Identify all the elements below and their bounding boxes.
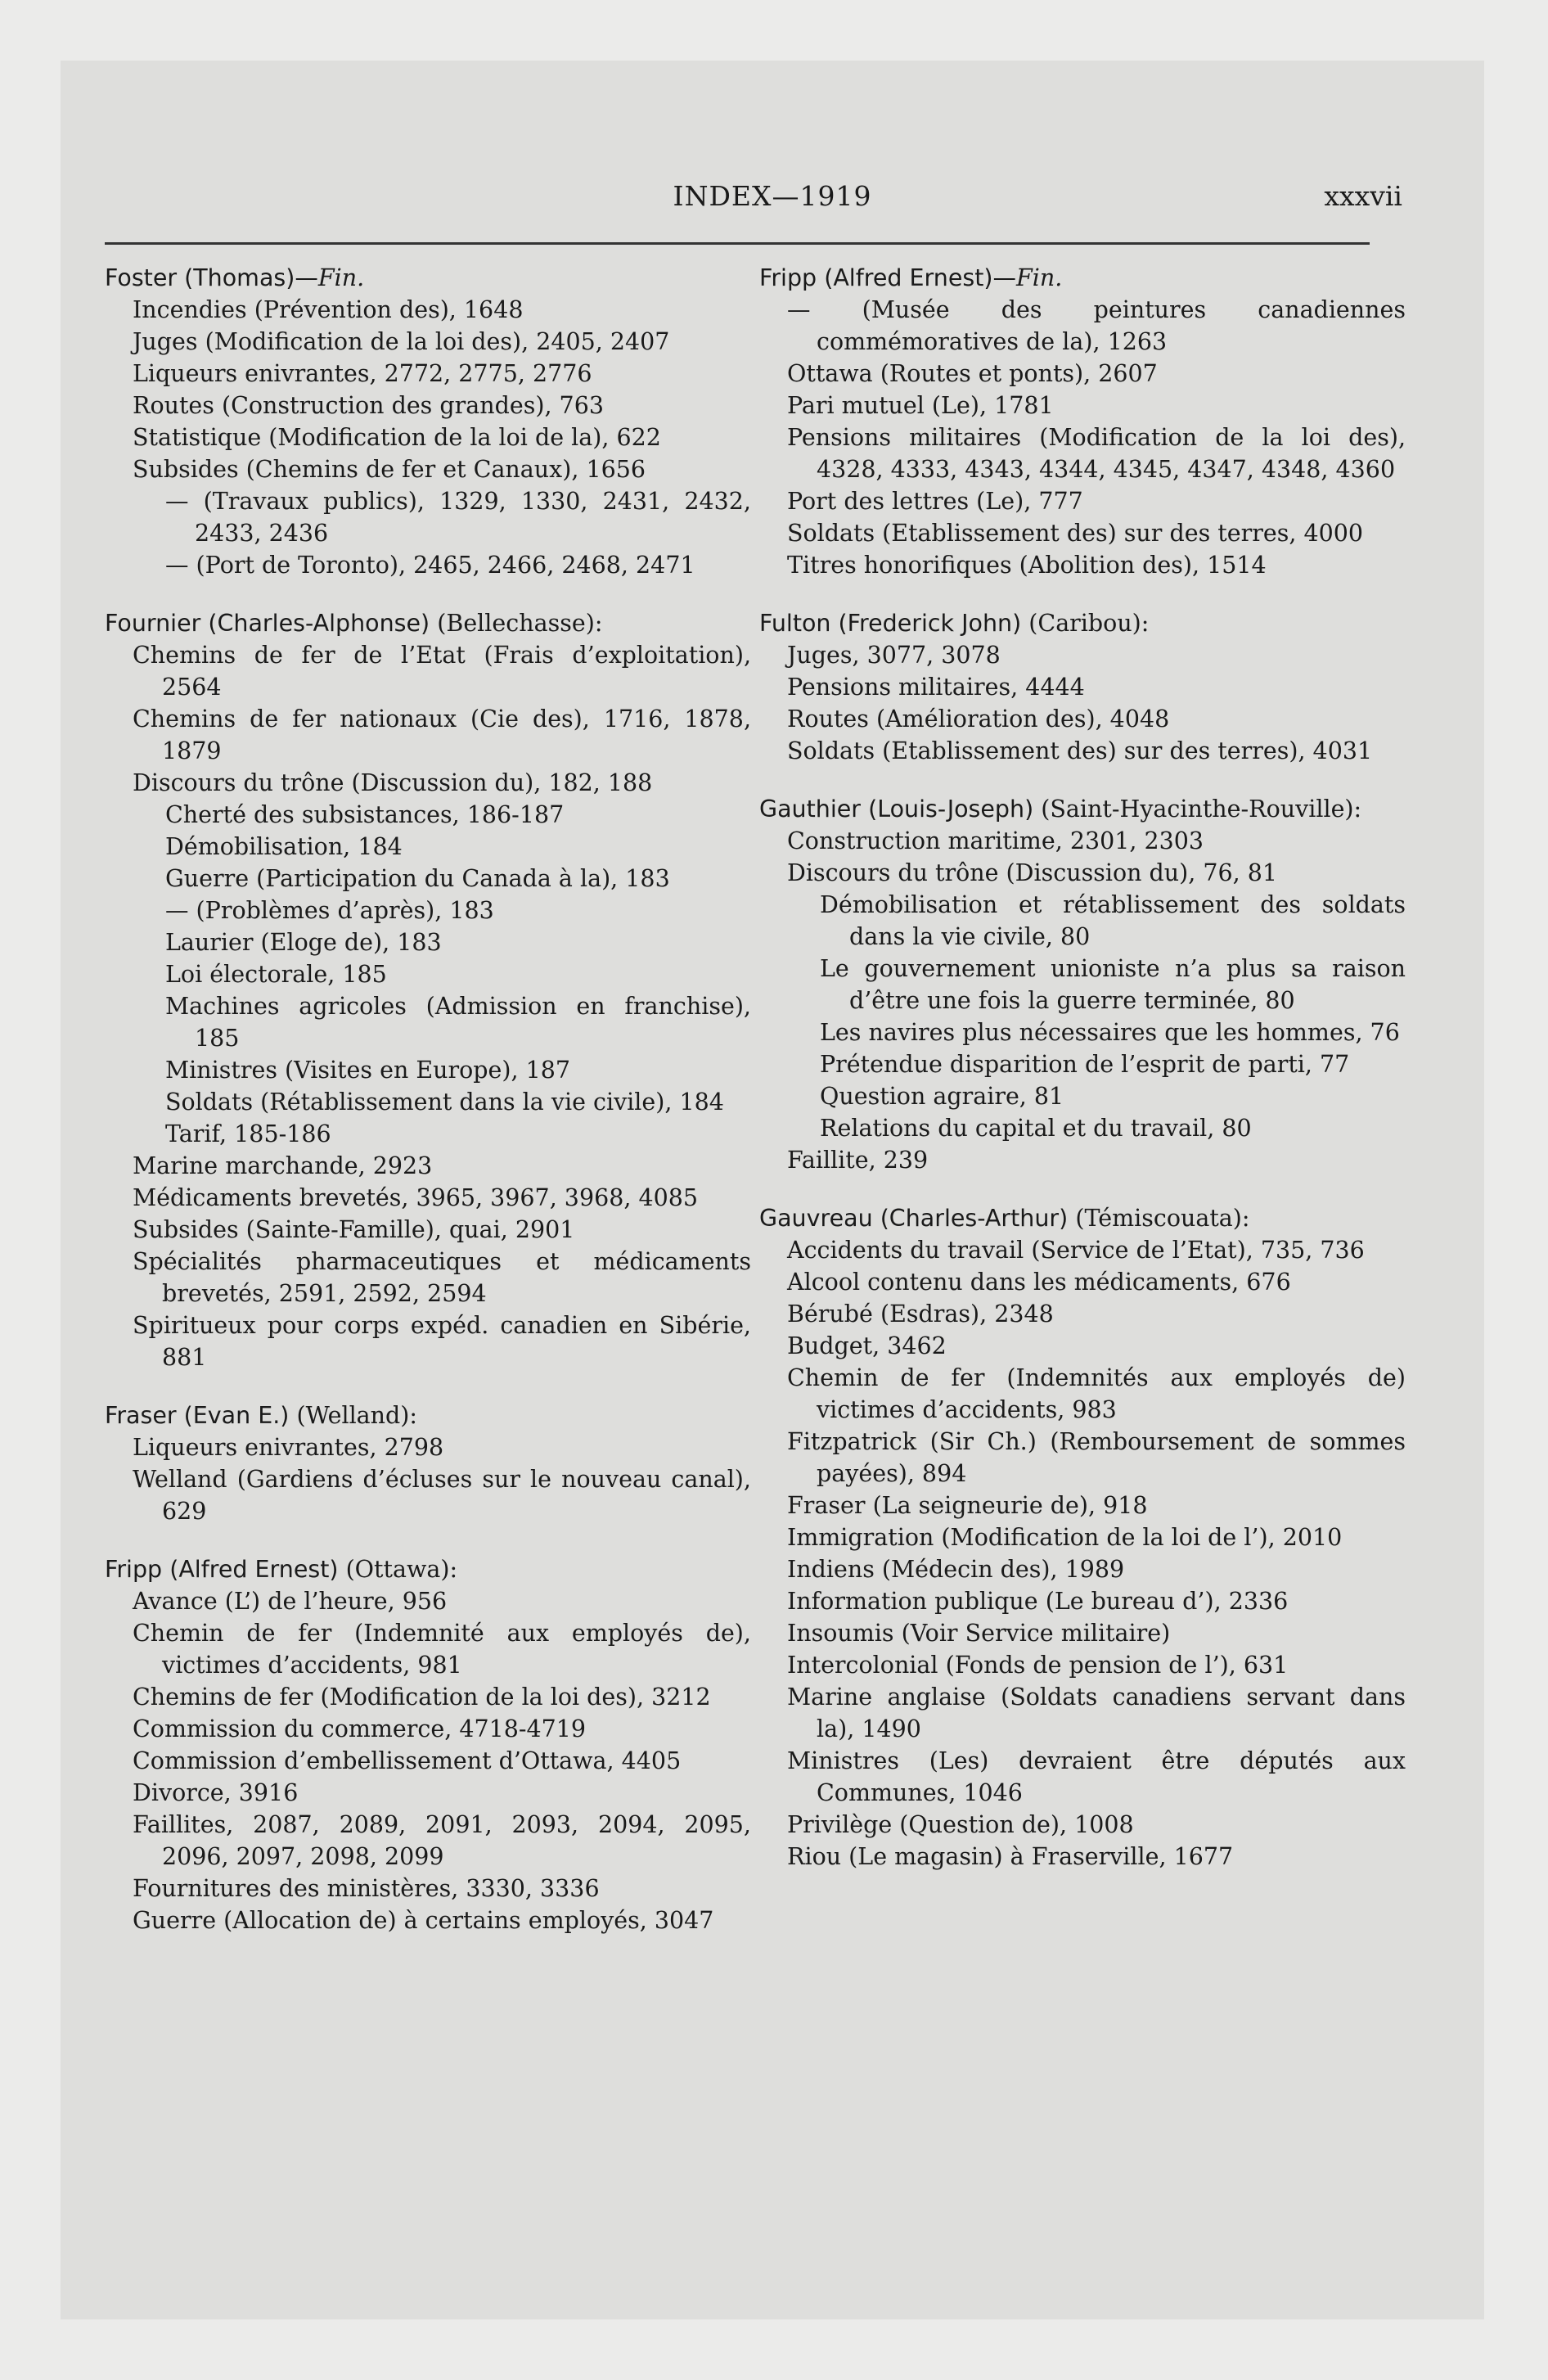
right-column (759, 262, 1406, 1899)
index-entry (105, 607, 751, 1373)
index-item: Tarif, 185-186 (165, 1120, 331, 1147)
entry-name: Gauthier (Louis-Joseph) (759, 796, 1042, 823)
index-item: Insoumis (Voir Service militaire) (787, 1620, 1171, 1647)
index-item: Intercolonial (Fonds de pension de l’), 631 (787, 1652, 1289, 1679)
entry-heading (105, 262, 751, 294)
index-item: Fournitures des ministères, 3330, 3336 (133, 1875, 600, 1902)
index-item: Alcool contenu dans les médicaments, 676 (787, 1269, 1291, 1296)
index-item: Port des lettres (Le), 777 (787, 488, 1083, 515)
entry-heading (759, 262, 1406, 294)
index-entry (759, 1202, 1406, 1873)
entry-name: Fripp (Alfred Ernest)— (759, 264, 1017, 291)
index-item: Fitzpatrick (Sir Ch.) (Remboursement de sommes payées), 894 (787, 1428, 1406, 1487)
index-item: Discours du trône (Discussion du), 182, 188 (133, 769, 653, 796)
index-item: Chemins de fer (Modification de la loi des), 3212 (133, 1684, 711, 1711)
index-item: Routes (Amélioration des), 4048 (787, 705, 1170, 732)
entry-heading (105, 607, 751, 639)
index-item: Budget, 3462 (787, 1332, 947, 1359)
index-item: Les navires plus nécessaires que les hommes, 76 (820, 1019, 1400, 1046)
index-item: — (Musée des peintures canadiennes commémoratives de la), 1263 (787, 296, 1406, 355)
entry-name: Fraser (Evan E.) (105, 1402, 297, 1429)
entry-riding: (Bellechasse): (437, 610, 603, 637)
page-title: INDEX—1919 (673, 180, 872, 212)
entry-heading (759, 793, 1406, 825)
index-item: Juges, 3077, 3078 (787, 642, 1001, 669)
index-item: Loi électorale, 185 (165, 961, 387, 988)
index-item: Divorce, 3916 (133, 1779, 299, 1806)
index-item: — (Problèmes d’après), 183 (165, 897, 494, 924)
index-item: Indiens (Médecin des), 1989 (787, 1556, 1125, 1583)
index-item: Faillite, 239 (787, 1147, 929, 1174)
index-item: Laurier (Eloge de), 183 (165, 929, 442, 956)
index-item: Chemins de fer de l’Etat (Frais d’exploitation), 2564 (133, 642, 751, 701)
entry-name: Fulton (Frederick John) (759, 610, 1029, 637)
index-item: Soldats (Etablissement des) sur des terres, 4000 (787, 520, 1363, 547)
index-item: Question agraire, 81 (820, 1083, 1064, 1110)
page-number: xxxvii (1324, 180, 1402, 212)
index-item: Subsides (Chemins de fer et Canaux), 1656 (133, 456, 646, 483)
index-entry (105, 1553, 751, 1936)
index-item: Incendies (Prévention des), 1648 (133, 296, 524, 323)
index-entry (105, 1400, 751, 1527)
index-entry (105, 262, 751, 581)
index-item: Spécialités pharmaceutiques et médicaments brevetés, 2591, 2592, 2594 (133, 1248, 751, 1307)
entry-name: Gauvreau (Charles-Arthur) (759, 1205, 1076, 1232)
entry-riding: (Saint-Hyacinthe-Rouville): (1041, 796, 1362, 823)
index-item: Chemins de fer nationaux (Cie des), 1716, 1878, 1879 (133, 705, 751, 764)
entry-name: Fournier (Charles-Alphonse) (105, 610, 438, 637)
index-item: Ministres (Visites en Europe), 187 (165, 1057, 571, 1084)
index-item: Accidents du travail (Service de l’Etat), 735, 736 (787, 1237, 1365, 1264)
index-item: Immigration (Modification de la loi de l’), 2010 (787, 1524, 1343, 1551)
entry-continued: Fin. (1016, 264, 1063, 291)
index-item: Welland (Gardiens d’écluses sur le nouveau canal), 629 (133, 1466, 751, 1525)
index-item: Avance (L’) de l’heure, 956 (133, 1588, 448, 1615)
index-item: Subsides (Sainte-Famille), quai, 2901 (133, 1216, 575, 1243)
index-item: Relations du capital et du travail, 80 (820, 1115, 1252, 1142)
index-item: Pensions militaires (Modification de la loi des), 4328, 4333, 4343, 4344, 4345, 4347, 4348, 4360 (787, 424, 1406, 483)
index-item: Commission du commerce, 4718-4719 (133, 1715, 587, 1742)
left-column (105, 262, 751, 1963)
index-item: Marine anglaise (Soldats canadiens servant dans la), 1490 (787, 1684, 1406, 1742)
index-entry (759, 262, 1406, 581)
index-item: Liqueurs enivrantes, 2798 (133, 1434, 444, 1461)
index-item: Statistique (Modification de la loi de la), 622 (133, 424, 661, 451)
index-item: Médicaments brevetés, 3965, 3967, 3968, 4085 (133, 1184, 698, 1211)
index-item: Information publique (Le bureau d’), 2336 (787, 1588, 1289, 1615)
index-entry (759, 793, 1406, 1176)
index-item: Liqueurs enivrantes, 2772, 2775, 2776 (133, 360, 592, 387)
entry-name: Foster (Thomas)— (105, 264, 318, 291)
index-item: Prétendue disparition de l’esprit de parti, 77 (820, 1051, 1350, 1078)
index-item: Chemin de fer (Indemnités aux employés de) victimes d’accidents, 983 (787, 1364, 1406, 1423)
index-item: Soldats (Rétablissement dans la vie civile), 184 (165, 1089, 724, 1116)
index-item: Pari mutuel (Le), 1781 (787, 392, 1054, 419)
entry-riding: (Témiscouata): (1075, 1205, 1250, 1232)
entry-heading (759, 1202, 1406, 1234)
index-item: Spiritueux pour corps expéd. canadien en Sibérie, 881 (133, 1312, 751, 1371)
index-item: Marine marchande, 2923 (133, 1152, 433, 1179)
index-item: Privilège (Question de), 1008 (787, 1811, 1134, 1838)
index-item: Cherté des subsistances, 186-187 (165, 801, 565, 828)
index-item: Démobilisation et rétablissement des soldats dans la vie civile, 80 (820, 891, 1406, 950)
entry-name: Fripp (Alfred Ernest) (105, 1556, 346, 1583)
header-rule (105, 242, 1370, 245)
index-entry (759, 607, 1406, 767)
page-header (61, 180, 1484, 216)
index-item: Pensions militaires, 4444 (787, 674, 1085, 701)
entry-heading (105, 1400, 751, 1431)
index-item: Guerre (Participation du Canada à la), 183 (165, 865, 670, 892)
index-item: Le gouvernement unioniste n’a plus sa raison d’être une fois la guerre terminée, 80 (820, 955, 1406, 1014)
index-item: Fraser (La seigneurie de), 918 (787, 1492, 1148, 1519)
entry-heading (105, 1553, 751, 1585)
index-item: — (Port de Toronto), 2465, 2466, 2468, 2471 (165, 552, 695, 579)
index-item: Commission d’embellissement d’Ottawa, 4405 (133, 1747, 682, 1774)
entry-heading (759, 607, 1406, 639)
index-item: Bérubé (Esdras), 2348 (787, 1300, 1054, 1327)
index-item: Routes (Construction des grandes), 763 (133, 392, 604, 419)
index-item: Construction maritime, 2301, 2303 (787, 827, 1204, 854)
index-item: Ottawa (Routes et ponts), 2607 (787, 360, 1158, 387)
index-item: Chemin de fer (Indemnité aux employés de), victimes d’accidents, 981 (133, 1620, 751, 1679)
document-page (61, 61, 1484, 2319)
index-item: Démobilisation, 184 (165, 833, 403, 860)
entry-riding: (Ottawa): (345, 1556, 458, 1583)
index-item: Soldats (Etablissement des) sur des terres), 4031 (787, 737, 1373, 764)
index-item: Juges (Modification de la loi des), 2405, 2407 (133, 328, 670, 355)
entry-riding: (Welland): (296, 1402, 417, 1429)
index-item: Ministres (Les) devraient être députés aux Communes, 1046 (787, 1747, 1406, 1806)
entry-continued: Fin. (317, 264, 365, 291)
index-item: Machines agricoles (Admission en franchise), 185 (165, 993, 751, 1052)
entry-riding: (Caribou): (1028, 610, 1150, 637)
index-item: Titres honorifiques (Abolition des), 1514 (787, 552, 1267, 579)
index-item: Guerre (Allocation de) à certains employés, 3047 (133, 1907, 714, 1934)
index-item: Discours du trône (Discussion du), 76, 81 (787, 859, 1278, 886)
index-item: — (Travaux publics), 1329, 1330, 2431, 2432, 2433, 2436 (165, 488, 751, 547)
index-item: Riou (Le magasin) à Fraserville, 1677 (787, 1843, 1234, 1870)
index-item: Faillites, 2087, 2089, 2091, 2093, 2094, 2095, 2096, 2097, 2098, 2099 (133, 1811, 751, 1870)
